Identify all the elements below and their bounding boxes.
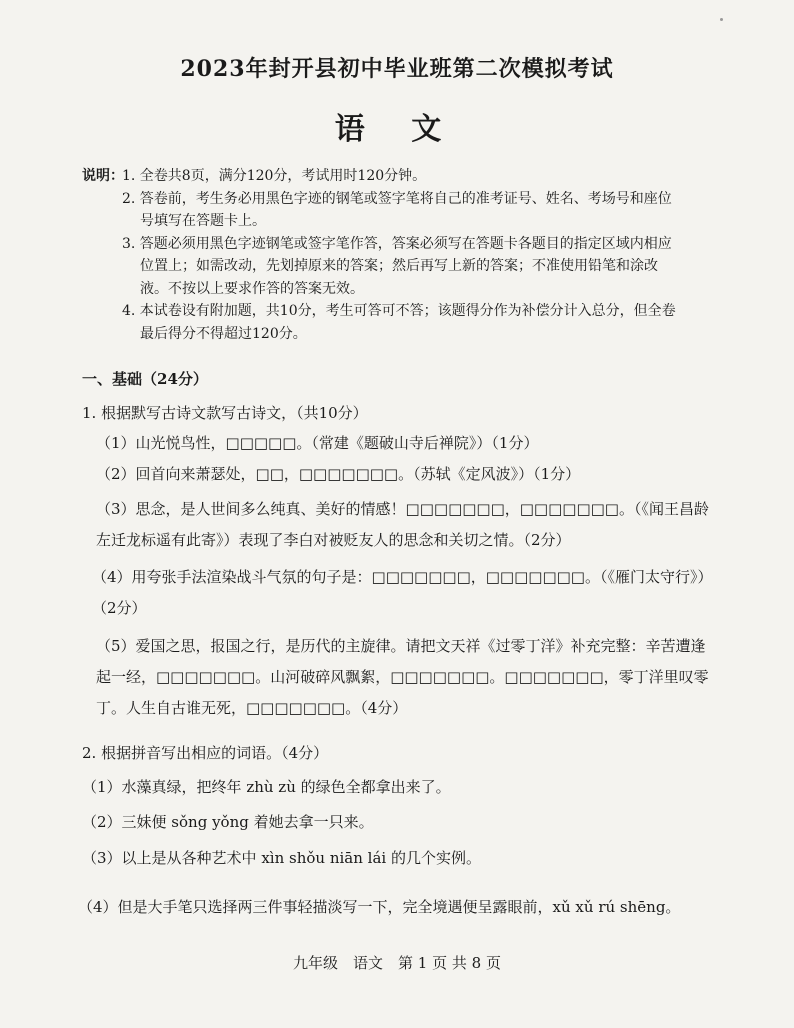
question-1-item: （5）爱国之思，报国之行，是历代的主旋律。请把文天祥《过零丁洋》补充完整：辛苦遭逢起一经，□□□□□□□。山河破碎风飘絮，□□□□□□□。□□□□□□□，零丁洋里叹零丁。人生自古谁无死，□□□□□□□。（4分） bbox=[96, 637, 709, 717]
exam-title: 2023年封开县初中毕业班第二次模拟考试 bbox=[180, 56, 614, 82]
question-1-item: （1）山光悦鸟性，□□□□□。（常建《题破山寺后禅院》）（1分） bbox=[96, 434, 539, 452]
question-2-item: （3）以上是从各种艺术中 xìn shǒu niān lái 的几个实例。 bbox=[82, 849, 481, 867]
instructions-label: 说明： bbox=[82, 168, 124, 184]
scan-speck bbox=[720, 18, 723, 21]
question-2-prompt: 2. 根据拼音写出相应的词语。（4分） bbox=[82, 744, 329, 762]
question-2-item: （2）三妹便 sǒng yǒng 着她去拿一只来。 bbox=[82, 813, 374, 831]
page-footer: 九年级 语文 第 1 页 共 8 页 bbox=[293, 954, 501, 972]
instruction-item: 2. 答卷前，考生务必用黑色字迹的钢笔或签字笔将自己的准考证号、姓名、考场号和座位号填写在答题卡上。 bbox=[122, 190, 672, 229]
instruction-item: 3. 答题必须用黑色字迹钢笔或签字笔作答，答案必须写在答题卡各题目的指定区域内相应位置上；如需改动，先划掉原来的答案；然后再写上新的答案；不准使用铅笔和涂改液。不按以上要求作答的答案无效。 bbox=[122, 235, 672, 297]
subject-title: 语 文 bbox=[334, 112, 460, 147]
question-2-item: （4）但是大手笔只选择两三件事轻描淡写一下，完全境遇便呈露眼前，xǔ xǔ rú shēng。 bbox=[78, 898, 681, 916]
instructions-block bbox=[82, 165, 682, 345]
instruction-item: 4. 本试卷设有附加题，共10分，考生可答可不答；该题得分作为补偿分计入总分，但全卷最后得分不得超过120分。 bbox=[122, 303, 676, 342]
question-2-item: （1）水藻真绿，把终年 zhù zù 的绿色全都拿出来了。 bbox=[82, 778, 451, 796]
question-1-item: （2）回首向来萧瑟处，□□，□□□□□□□。（苏轼《定风波》）（1分） bbox=[96, 465, 581, 483]
section-heading: 一、基础（24分） bbox=[82, 370, 208, 388]
question-1-item: （3）思念，是人世间多么纯真、美好的情感！□□□□□□□，□□□□□□□。（《闻王昌龄左迁龙标遥有此寄》）表现了李白对被贬友人的思念和关切之情。（2分） bbox=[96, 500, 709, 549]
question-1-prompt: 1. 根据默写古诗文款写古诗文，（共10分） bbox=[82, 404, 368, 422]
question-1-item: （4）用夸张手法渲染战斗气氛的句子是：□□□□□□□，□□□□□□□。（《雁门太守行》）（2分） bbox=[92, 568, 705, 617]
instruction-item: 1. 全卷共8页，满分120分，考试用时120分钟。 bbox=[122, 168, 427, 184]
